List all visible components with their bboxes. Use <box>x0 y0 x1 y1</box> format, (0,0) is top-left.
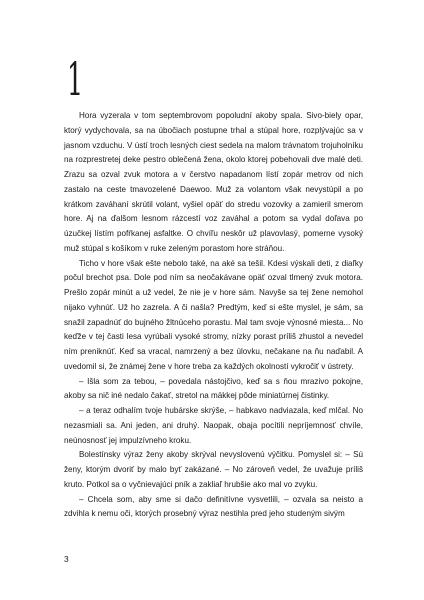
paragraph: Bolestínsky výraz ženy akoby skrýval nevyslovenú výčitku. Pomyslel si: – Sú ženy, ktorým dvoriť by malo byť zakázané. – No zároveň vedel, že uvažuje príliš kruto. Potkol sa o vyčnievajúci pník a zakliaľ hrubšie ako mal vo zvyku. <box>64 450 363 489</box>
paragraph: – Chcela som, aby sme si dačo definitívne vysvetlili, – ozvala sa neisto a zdvihla k nemu oči, ktorých prosebný výraz nestihla pred jeho studeným sivým <box>64 494 363 519</box>
paragraph: Hora vyzerala v tom septembrovom popoludní akoby spala. Sivo-biely opar, ktorý vydychovala, sa na úbočiach postupne trhal a stúpal hore, rozplývajúc sa v jasnom vzduchu. V ústí troch lesných ciest sedela na malom trávnatom trojuholníku na rozprestretej deke pestro oblečená žena, okolo ktorej pobehovali dve malé deti. Zrazu sa ozval zvuk motora a v čerstvo napadanom lístí zopár metrov od nich zastalo na ceste tmavozelené Daewoo. Muž za volantom však nevystúpil a po krátkom zaváhaní skrútil volant, vyšiel opäť do stredu vozovky a zamieril smerom hore. Aj na ďalšom lesnom rázcestí voz zaváhal a potom sa vydal doľava po úzučkej lístím pofŕkanej asfaltke. O chvíľu neskôr už plavovlasý, pomerne vysoký muž stúpal s košíkom v ruke zeleným porastom hore stráňou. <box>64 111 363 253</box>
paragraph: – a teraz odhalím tvoje hubárske skrýše, – habkavo nadviazala, keď mlčal. No nezasmiali sa. Ani jeden, ani druhý. Naopak, obaja pocítili nepríjemnosť chvíle, neúnosnosť jej impulzívneho kroku. <box>64 406 363 445</box>
chapter-number: 1 <box>67 52 83 106</box>
chapter-text <box>64 109 363 522</box>
paragraph: – Išla som za tebou, – povedala nástojčivo, keď sa s ňou mrazivo pokojne, akoby sa nič iné nedalo čakať, stretol na mäkkej pôde miniatúrnej čistinky. <box>64 376 363 401</box>
page-number: 3 <box>64 554 69 564</box>
paragraph: Ticho v hore však ešte nebolo také, na aké sa tešil. Kdesi výskali deti, z diaľky počul brechot psa. Dole pod ním sa neočakávane opäť ozval tlmený zvuk motora. Prešlo zopár minút a už vedel, že nie je v hore sám. Navyše sa tej žene nemohol nijako vyhnúť. Už ho zazrela. A či našla? Predtým, keď si ešte myslel, je sám, sa snažil zapadnúť do bujného žltnúceho porastu. Mal tam svoje výnosné miesta... No keďže v tej časti lesa vyrúbali vysoké stromy, nízky porast príliš zhustol a nevedel ním preniknúť. Keď sa vracal, namrzený a bez úlovku, nečakane na ňu naďabil. A uvedomil si, že známej žene v hore treba za každých okolností vykročiť v ústrety. <box>64 258 363 371</box>
